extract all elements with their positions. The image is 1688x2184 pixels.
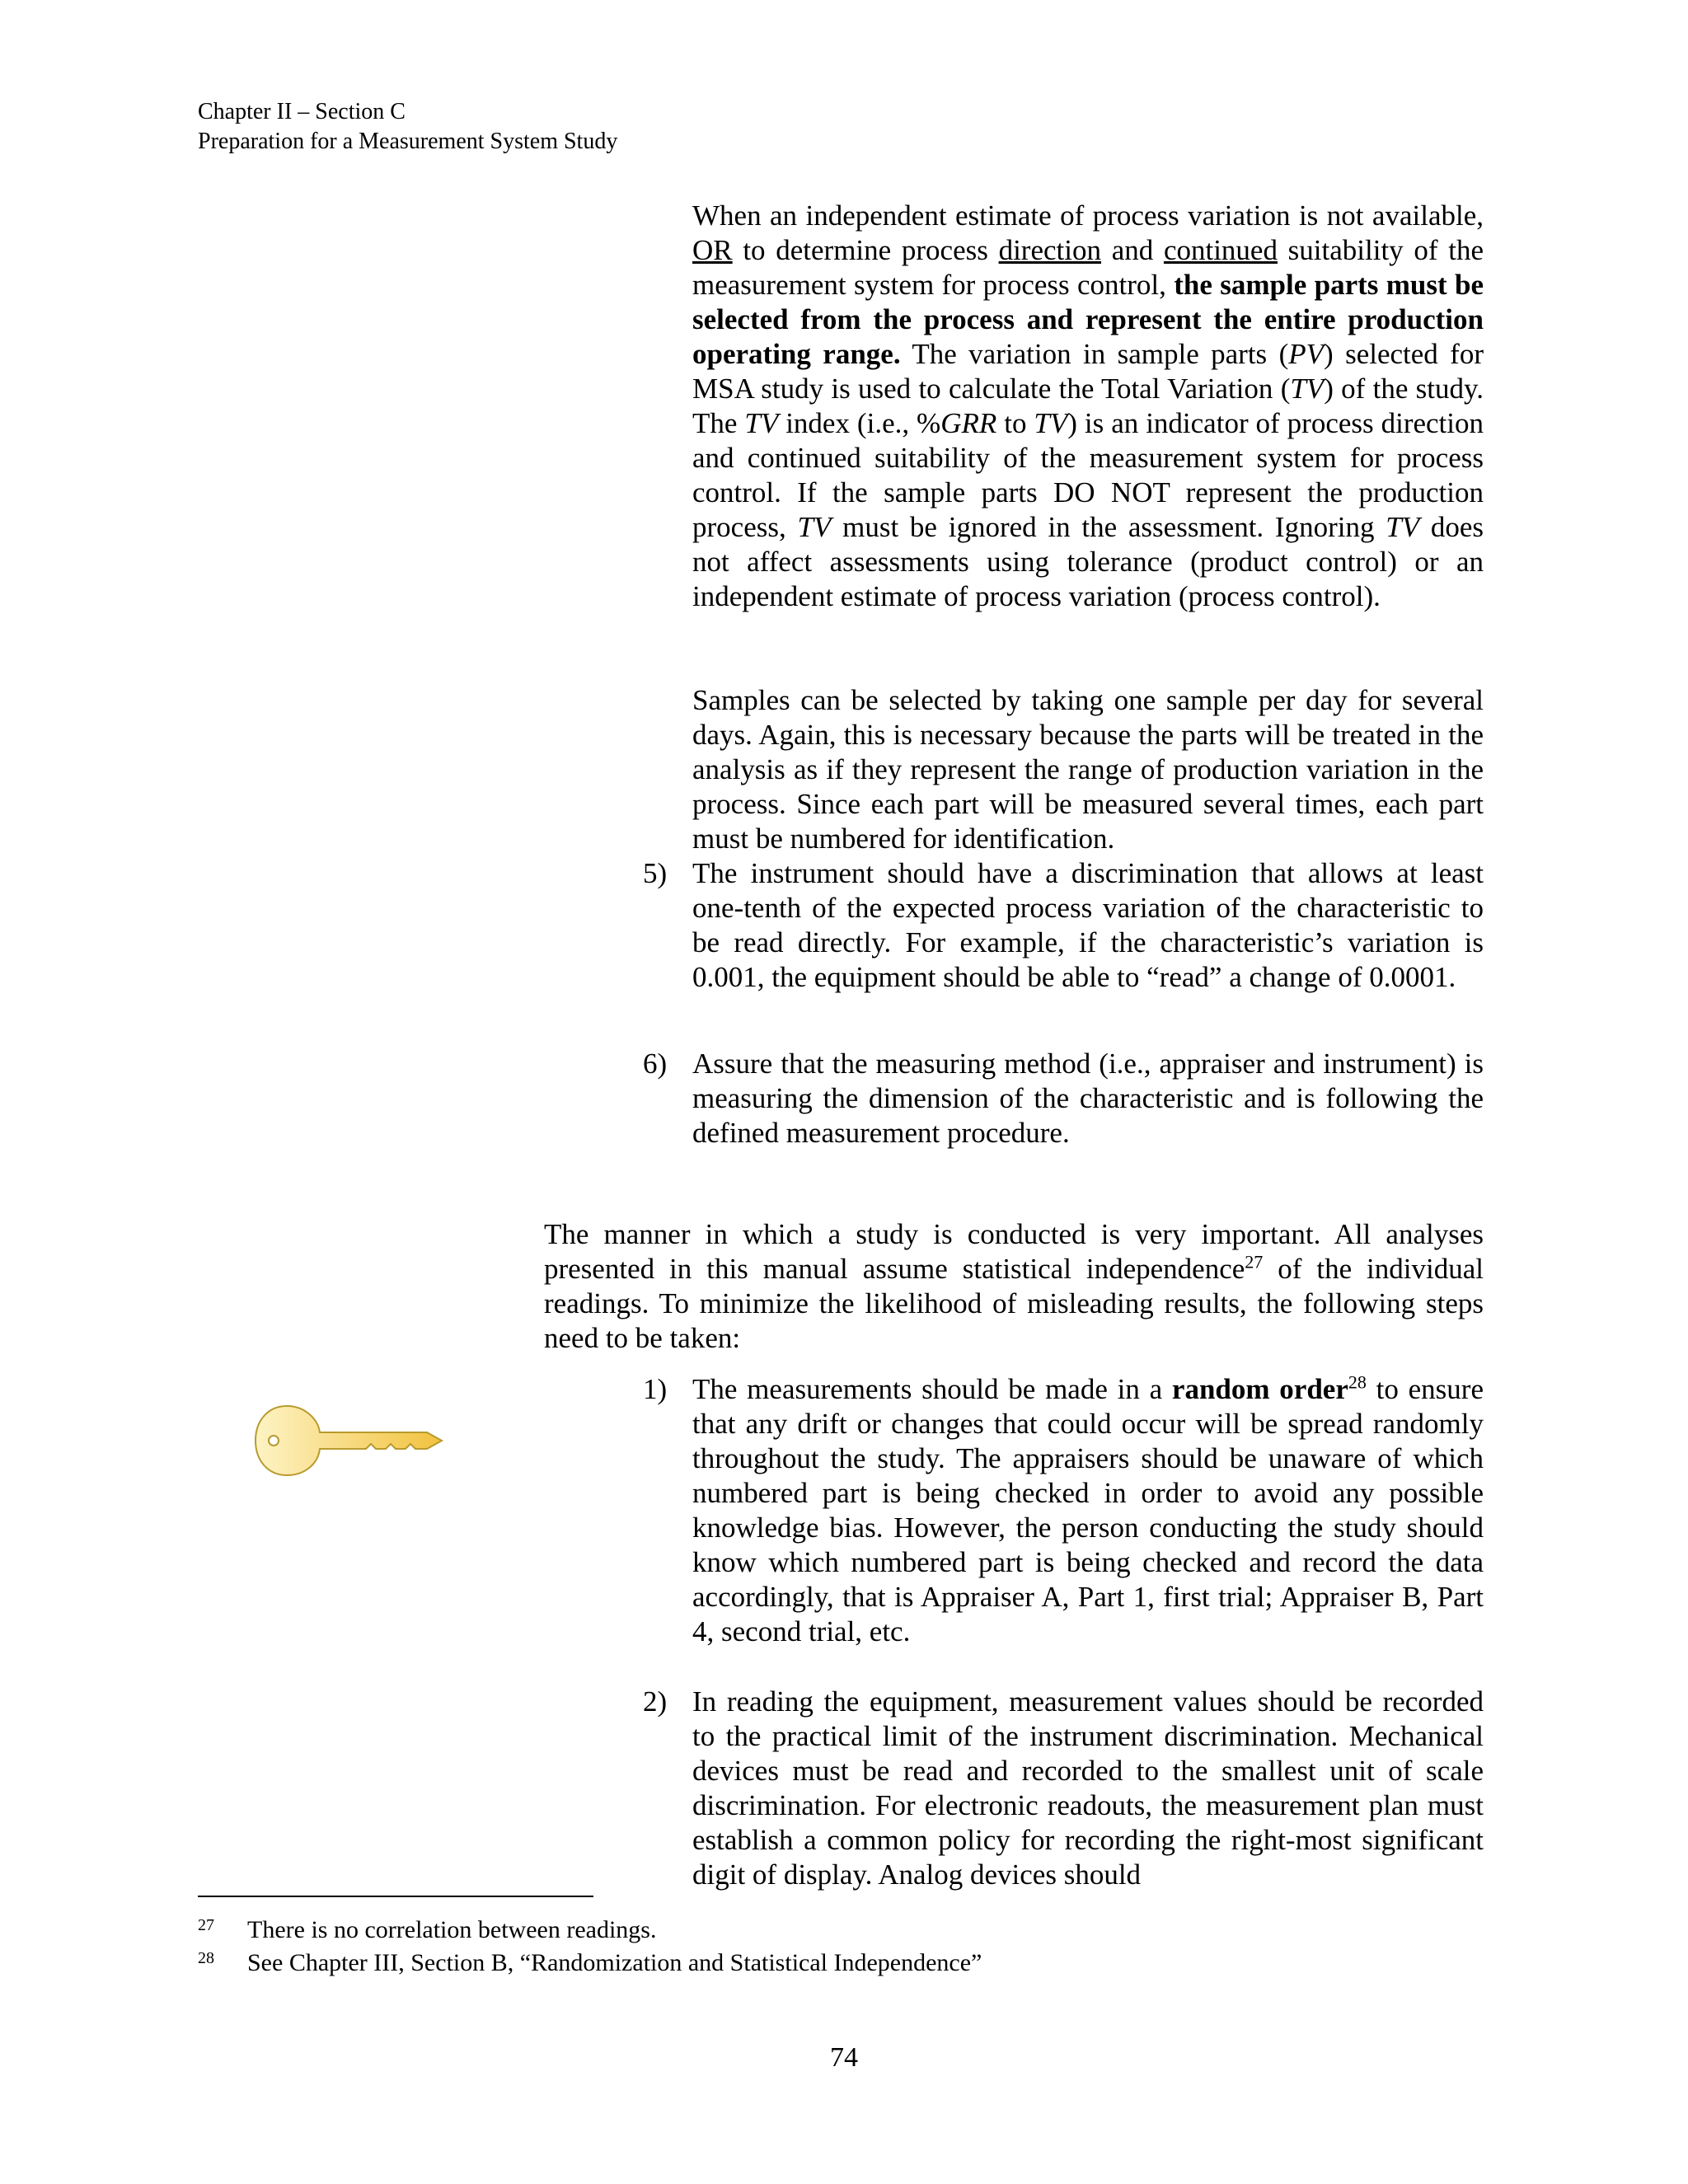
list-item-text: In reading the equipment, measurement values should be recorded to the practical limit of the instrument discrimination. Mechanical devices must be read and recorded to the smallest unit of scale discrimination. For electronic readouts, the measurement plan must establish a common policy for recording the right-most significant digit of display. Analog devices should (692, 1685, 1484, 1891)
list-number: 5) (643, 857, 668, 889)
key-icon (254, 1401, 452, 1479)
bold-random-order: random order (1171, 1373, 1348, 1405)
footnote-text: See Chapter III, Section B, “Randomization and Statistical Independence” (247, 1949, 982, 1976)
list-item-6 (643, 1047, 1484, 1151)
list-item-text: The measurements should be made in a random order$^{28}$ to ensure that any drift or changes that could occur will be spread randomly throughout the study. The appraisers should be unaware of which numbered part is being checked in order to avoid any possible knowledge bias. However, the person conducting the study should know which numbered part is being checked and record the data accordingly, that is Appraiser A, Part 1, first trial; Appraiser B, Part 4, second trial, etc. (692, 1371, 1484, 1647)
list-item-text: Assure that the measuring method (i.e., appraiser and instrument) is measuring the dimension of the characteristic and is following the defined measurement procedure. (692, 1047, 1484, 1149)
page-number: 74 (830, 2042, 858, 2073)
footnote-number: 27 (198, 1916, 214, 1934)
footnote-ref-28[interactable]: 28 (1348, 1371, 1367, 1393)
underlined-direction: direction (998, 234, 1101, 266)
list-item-2 (643, 1685, 1484, 1892)
underlined-or: OR (692, 234, 733, 266)
running-header (198, 97, 617, 157)
footnote-ref-27[interactable]: 27 (1245, 1251, 1264, 1272)
paragraph-samples-per-day: Samples can be selected by taking one sample per day for several days. Again, this is necessary because the parts will be treated in the analysis as if they represent the range of production variation in the process. Since each part will be measured several times, each part must be numbered for identification. (692, 684, 1484, 855)
list-number: 1) (643, 1373, 668, 1405)
header-title: Preparation for a Measurement System Study (198, 129, 618, 154)
footnote-27 (198, 1914, 1484, 1947)
list-number: 6) (643, 1047, 668, 1080)
list-item-1 (643, 1372, 1484, 1649)
footnote-28 (198, 1947, 1484, 1980)
paragraph-sample-selection: When an independent estimate of process variation is not available, OR to determine process direction and continued suitability of the measurement system for process control, the sample parts must be selected from the process and represent the entire production operating range. The variation in sample parts (PV) selected for MSA study is used to calculate the Total Variation (TV) of the study. The TV index (i.e., %GRR to TV) is an indicator of process direction and continued suitability of the measurement system for process control. If the sample parts DO NOT represent the production process, TV must be ignored in the assessment. Ignoring TV does not affect assessments using tolerance (product control) or an independent estimate of process variation (process control). (692, 199, 1484, 612)
footnote-separator (198, 1896, 593, 1897)
paragraph-study-conduct: The manner in which a study is conducted is very important. All analyses presented in this manual assume statistical independence$^{27}$ of the individual readings. To minimize the likelihood of misleading results, the following steps need to be taken: (544, 1218, 1484, 1354)
list-number: 2) (643, 1685, 668, 1718)
bold-requirement: the sample parts must be selected from the process and represent the entire production operating range. (692, 269, 1484, 370)
footnote-text: There is no correlation between readings. (247, 1916, 657, 1943)
list-item-text: The instrument should have a discrimination that allows at least one-tenth of the expected process variation of the characteristic to be read directly. For example, if the characteristic’s variation is 0.001, the equipment should be able to “read” a change of 0.0001. (692, 857, 1484, 993)
footnote-number: 28 (198, 1949, 214, 1967)
header-chapter: Chapter II – Section C (198, 99, 406, 124)
underlined-continued: continued (1163, 234, 1278, 266)
list-item-5 (643, 856, 1484, 995)
